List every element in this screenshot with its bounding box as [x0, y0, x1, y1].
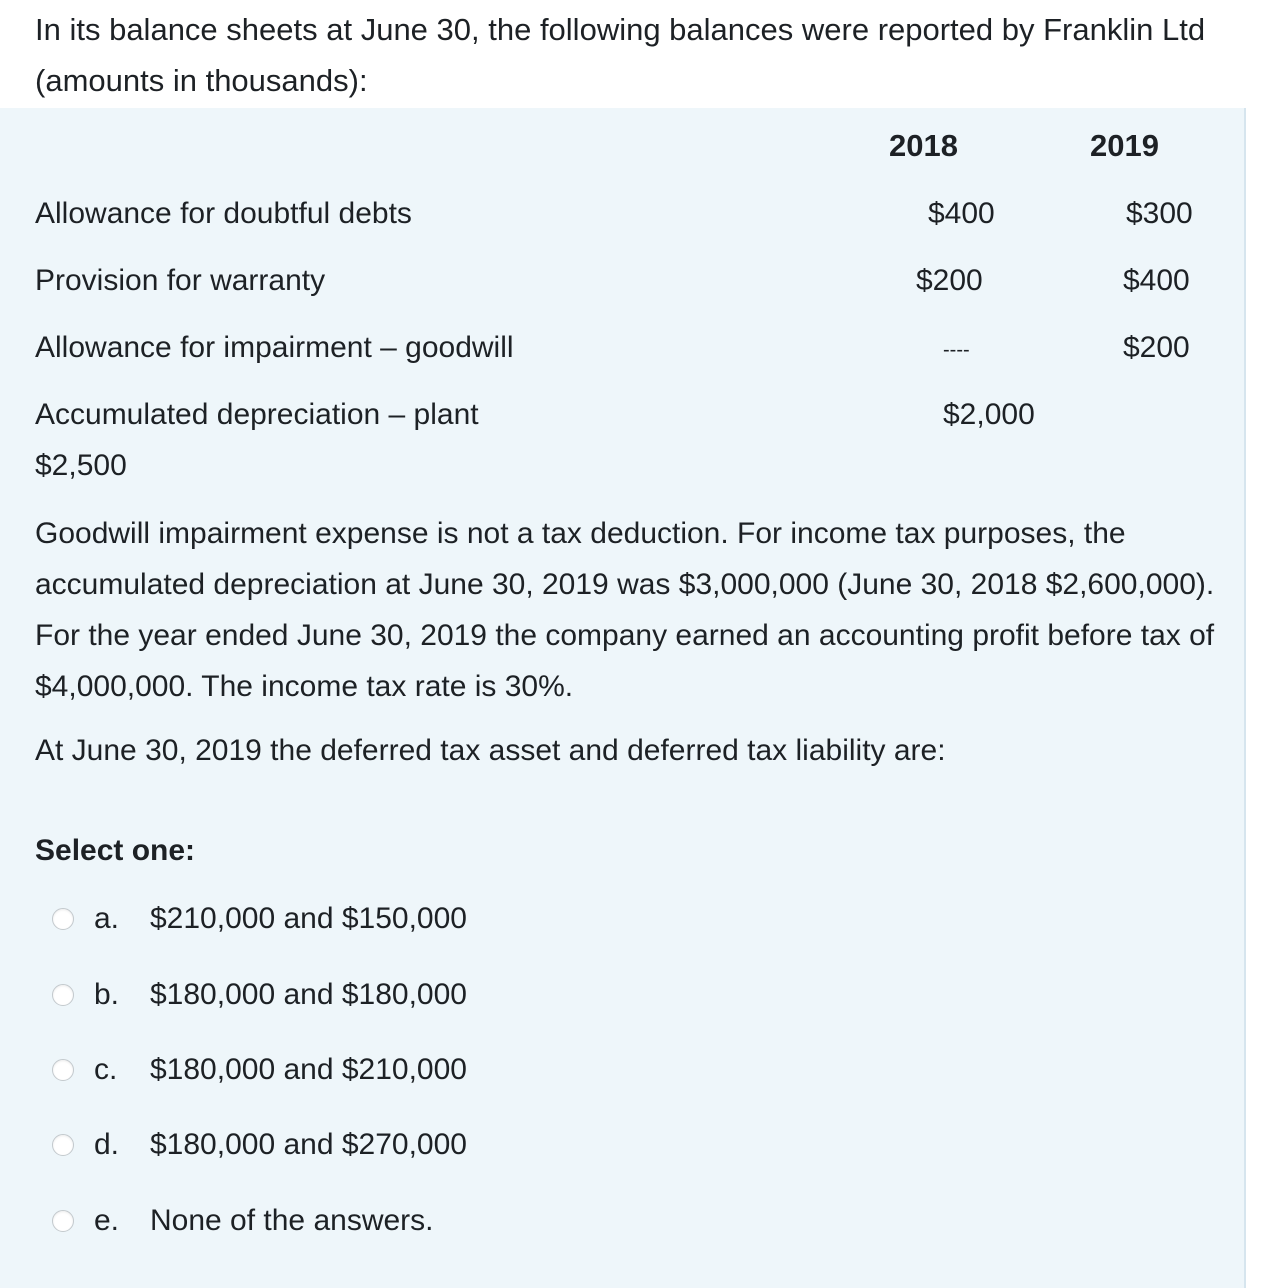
option-b[interactable] [52, 975, 467, 1015]
option-text[interactable]: $180,000 and $180,000 [150, 978, 467, 1011]
option-text[interactable]: $210,000 and $150,000 [150, 902, 467, 935]
header-2019: 2019 [1090, 128, 1159, 163]
row-2018-doubtful-debts: $400 [928, 197, 995, 230]
row-2019-warranty: $400 [1123, 264, 1190, 297]
option-e[interactable] [52, 1201, 434, 1241]
option-a[interactable] [52, 899, 467, 939]
row-2019-doubtful-debts: $300 [1126, 197, 1193, 230]
intro-text: In its balance sheets at June 30, the following balances were reported by Franklin Ltd (amounts in thousands): [35, 4, 1235, 106]
row-2018-warranty: $200 [916, 264, 983, 297]
row-label-doubtful-debts: Allowance for doubtful debts [35, 197, 412, 230]
select-one-label: Select one: [35, 834, 196, 867]
option-c[interactable] [52, 1050, 467, 1090]
radio-c[interactable] [52, 1059, 74, 1081]
option-letter: e. [94, 1204, 120, 1237]
option-text[interactable]: $180,000 and $270,000 [150, 1128, 467, 1161]
option-text[interactable]: $180,000 and $210,000 [150, 1053, 467, 1086]
row-2018-impairment-goodwill: ---- [943, 339, 970, 361]
option-text[interactable]: None of the answers. [150, 1204, 434, 1237]
row-label-impairment-goodwill: Allowance for impairment – goodwill [35, 331, 514, 364]
header-2018: 2018 [889, 128, 958, 163]
row-2019-accumulated-depreciation: $2,500 [35, 449, 127, 482]
row-2019-impairment-goodwill: $200 [1123, 331, 1190, 364]
radio-d[interactable] [52, 1134, 74, 1156]
option-letter: d. [94, 1128, 120, 1161]
option-letter: b. [94, 978, 120, 1011]
radio-e[interactable] [52, 1210, 74, 1232]
radio-a[interactable] [52, 908, 74, 930]
row-2018-accumulated-depreciation: $2,000 [943, 398, 1035, 431]
question-text: At June 30, 2019 the deferred tax asset and deferred tax liability are: [35, 734, 946, 767]
radio-b[interactable] [52, 984, 74, 1006]
scenario-paragraph: Goodwill impairment expense is not a tax deduction. For income tax purposes, the accumulated depreciation at June 30, 2019 was $3,000,000 (June 30, 2018 $2,600,000). For the year ended June 30, 2019 the company earned an accounting profit before tax of $4,000,000. The income tax rate is 30%. [35, 517, 1215, 703]
option-d[interactable] [52, 1125, 467, 1165]
option-letter: a. [94, 902, 120, 935]
option-letter: c. [94, 1053, 118, 1086]
row-label-accumulated-depreciation: Accumulated depreciation – plant [35, 398, 479, 431]
row-label-warranty: Provision for warranty [35, 264, 326, 297]
